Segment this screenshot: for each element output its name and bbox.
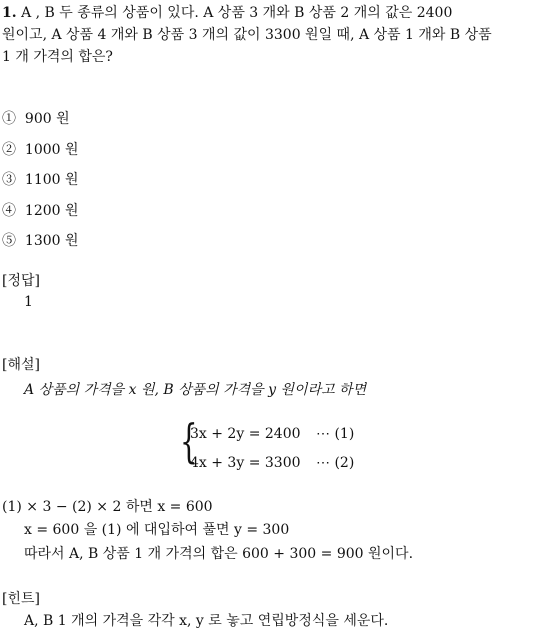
solution-step-2: x = 600 을 (1) 에 대입하여 풀면 y = 300 [24, 522, 290, 538]
choice-3[interactable] [2, 169, 79, 189]
choice-5[interactable] [2, 230, 79, 250]
choice-4[interactable] [2, 200, 79, 220]
choice-mark: ③ [2, 172, 16, 188]
question-line-3: 1 개 가격의 합은? [2, 49, 113, 65]
choice-text: 1200 원 [24, 203, 79, 219]
solution-step-3: 따라서 A, B 상품 1 개 가격의 합은 600 + 300 = 900 원이다. [24, 546, 414, 562]
choice-text: 1000 원 [24, 142, 79, 158]
choice-2[interactable] [2, 139, 79, 159]
equation-1-ref: ⋯ (1) [316, 426, 355, 442]
choice-mark: ④ [2, 203, 16, 219]
answer-label: [정답] [2, 273, 40, 289]
choice-mark: ② [2, 142, 16, 158]
question-line-2: 원이고, A 상품 4 개와 B 상품 3 개의 값이 3300 원일 때, A 상품 1 개와 B 상품 [2, 27, 492, 43]
equation-1: 3x + 2y = 2400 [190, 426, 301, 442]
choice-text: 900 원 [24, 111, 70, 127]
solution-label: [해설] [2, 357, 40, 373]
question-line-1 [2, 2, 452, 22]
choice-mark: ① [2, 111, 16, 127]
solution-step-1: (1) × 3 − (2) × 2 하면 x = 600 [2, 499, 213, 515]
choice-text: 1100 원 [24, 172, 79, 188]
question-text-1: A , B 두 종류의 상품이 있다. A 상품 3 개와 B 상품 2 개의 값은 2400 [21, 5, 453, 21]
solution-intro: A 상품의 가격을 x 원, B 상품의 가격을 y 원이라고 하면 [24, 382, 367, 398]
equation-brace: { [180, 414, 198, 468]
equation-2: 4x + 3y = 3300 [190, 455, 301, 471]
hint-text: A, B 1 개의 가격을 각각 x, y 로 놓고 연립방정식을 세운다. [24, 613, 389, 629]
question-number: 1. [2, 5, 17, 21]
hint-label: [힌트] [2, 591, 40, 607]
equation-2-ref: ⋯ (2) [316, 455, 355, 471]
choice-text: 1300 원 [24, 233, 79, 249]
answer-value: 1 [24, 294, 33, 310]
choice-mark: ⑤ [2, 233, 16, 249]
choice-1[interactable] [2, 108, 70, 128]
